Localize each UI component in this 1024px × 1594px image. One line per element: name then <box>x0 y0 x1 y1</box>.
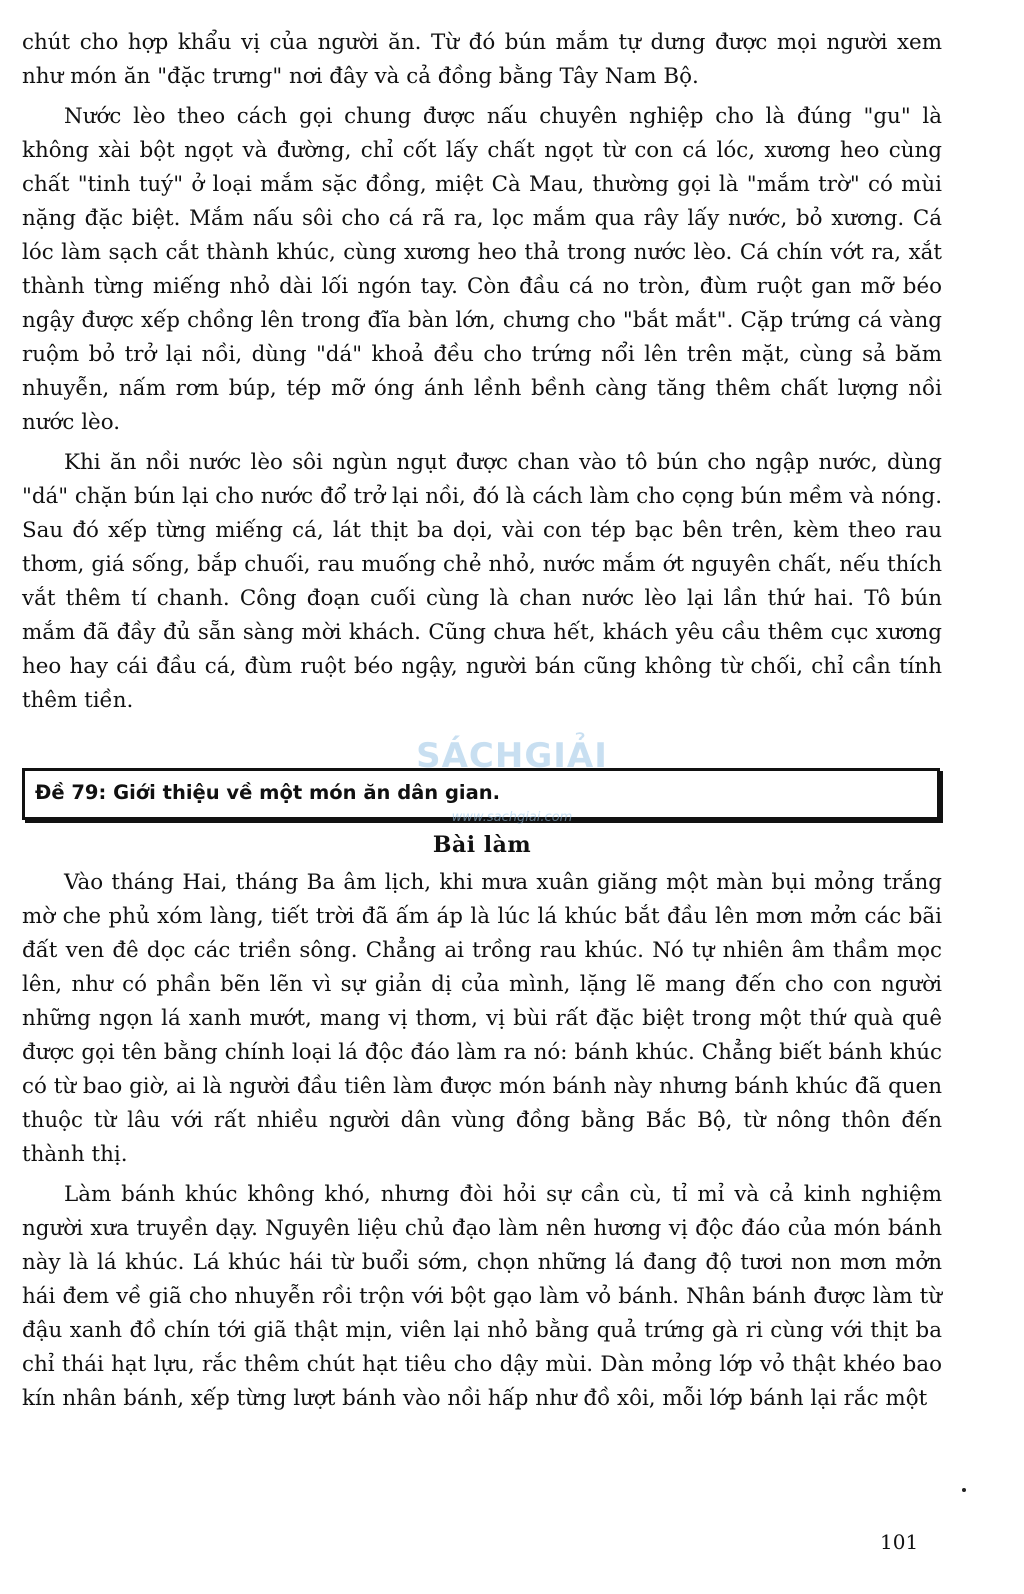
speck-mark <box>962 1488 966 1492</box>
watermark-url: www.sachgiai.com <box>451 810 573 825</box>
section-heading: Bài làm <box>432 832 532 858</box>
page-number: 101 <box>880 1530 919 1554</box>
topic-box <box>22 768 940 820</box>
book-page <box>22 26 942 1416</box>
paragraph-continued: chút cho hợp khẩu vị của người ăn. Từ đó bún mắm tự dưng được mọi người xem như món ăn "đặc trưng" nơi đây và cả đồng bằng Tây Nam Bộ. <box>22 30 942 89</box>
paragraph-lam-banh-khuc: Làm bánh khúc không khó, nhưng đòi hỏi sự cần cù, tỉ mỉ và cả kinh nghiệm người xưa truyền dạy. Nguyên liệu chủ đạo làm nên hương vị độc đáo của món bánh này là lá khúc. Lá khúc hái từ buổi sớm, chọn những lá đang độ tươi non mơn mởn hái đem về giã cho nhuyễn rồi trộn với bột gạo làm vỏ bánh. Nhân bánh được làm từ đậu xanh đồ chín tới giã thật mịn, viên lại nhỏ bằng quả trứng gà ri cùng với thịt ba chỉ thái hạt lựu, rắc thêm chút hạt tiêu cho dậy mùi. Dàn mỏng lớp vỏ thật khéo bao kín nhân bánh, xếp từng lượt bánh vào nồi hấp như đồ xôi, mỗi lớp bánh lại rắc một <box>22 1182 942 1411</box>
paragraph-vao-thang-hai: Vào tháng Hai, tháng Ba âm lịch, khi mưa xuân giăng một màn bụi mỏng trắng mờ che phủ xóm làng, tiết trời đã ấm áp là lúc lá khúc bắt đầu lên mơn mởn các bãi đất ven đê dọc các triền sông. Chẳng ai trồng rau khúc. Nó tự nhiên âm thầm mọc lên, như có phần bẽn lẽn vì sự giản dị của mình, lặng lẽ mang đến cho con người những ngọn lá xanh mướt, mang vị thơm, vị bùi rất đặc biệt trong một thứ quà quê được gọi tên bằng chính loại lá độc đáo làm ra nó: bánh khúc. Chẳng biết bánh khúc có từ bao giờ, ai là người đầu tiên làm được món bánh này nhưng bánh khúc đã quen thuộc từ lâu với rất nhiều người dân vùng đồng bằng Bắc Bộ, từ nông thôn đến thành thị. <box>22 870 942 1167</box>
topic-title: Đề 79: Giới thiệu về một món ăn dân gian. <box>35 781 501 804</box>
paragraph-nuoc-leo: Nước lèo theo cách gọi chung được nấu chuyên nghiệp cho là đúng "gu" là không xài bột ngọt và đường, chỉ cốt lấy chất ngọt từ con cá lóc, xương heo cùng chất "tinh tuý" ở loại mắm sặc đồng, miệt Cà Mau, thường gọi là "mắm trờ" có mùi nặng đặc biệt. Mắm nấu sôi cho cá rã ra, lọc mắm qua rây lấy nước, bỏ xương. Cá lóc làm sạch cắt thành khúc, cùng xương heo thả trong nước lèo. Cá chín vớt ra, xắt thành từng miếng nhỏ dài lối ngón tay. Còn đầu cá no tròn, đùm ruột gan mỡ béo ngậy được xếp chồng lên trong đĩa bàn lớn, chưng cho "bắt mắt". Cặp trứng cá vàng ruộm bỏ trở lại nồi, dùng "dá" khoả đều cho trứng nổi lên trên mặt, cùng sả băm nhuyễn, nấm rơm búp, tép mỡ óng ánh lềnh bềnh càng tăng thêm chất lượng nồi nước lèo. <box>22 104 942 435</box>
paragraph-khi-an: Khi ăn nồi nước lèo sôi ngùn ngụt được chan vào tô bún cho ngập nước, dùng "dá" chặn bún lại cho nước đổ trở lại nồi, đó là cách làm cho cọng bún mềm và nóng. Sau đó xếp từng miếng cá, lát thịt ba dọi, vài con tép bạc bên trên, kèm theo rau thơm, giá sống, bắp chuối, rau muống chẻ nhỏ, nước mắm ớt nguyên chất, nếu thích vắt thêm tí chanh. Công đoạn cuối cùng là chan nước lèo lại lần thứ hai. Tô bún mắm đã đầy đủ sẵn sàng mời khách. Cũng chưa hết, khách yêu cầu thêm cục xương heo hay cái đầu cá, đùm ruột béo ngậy, người bán cũng không từ chối, chỉ cần tính thêm tiền. <box>22 450 942 713</box>
watermark-logo: SÁCHGIẢI <box>416 736 608 776</box>
